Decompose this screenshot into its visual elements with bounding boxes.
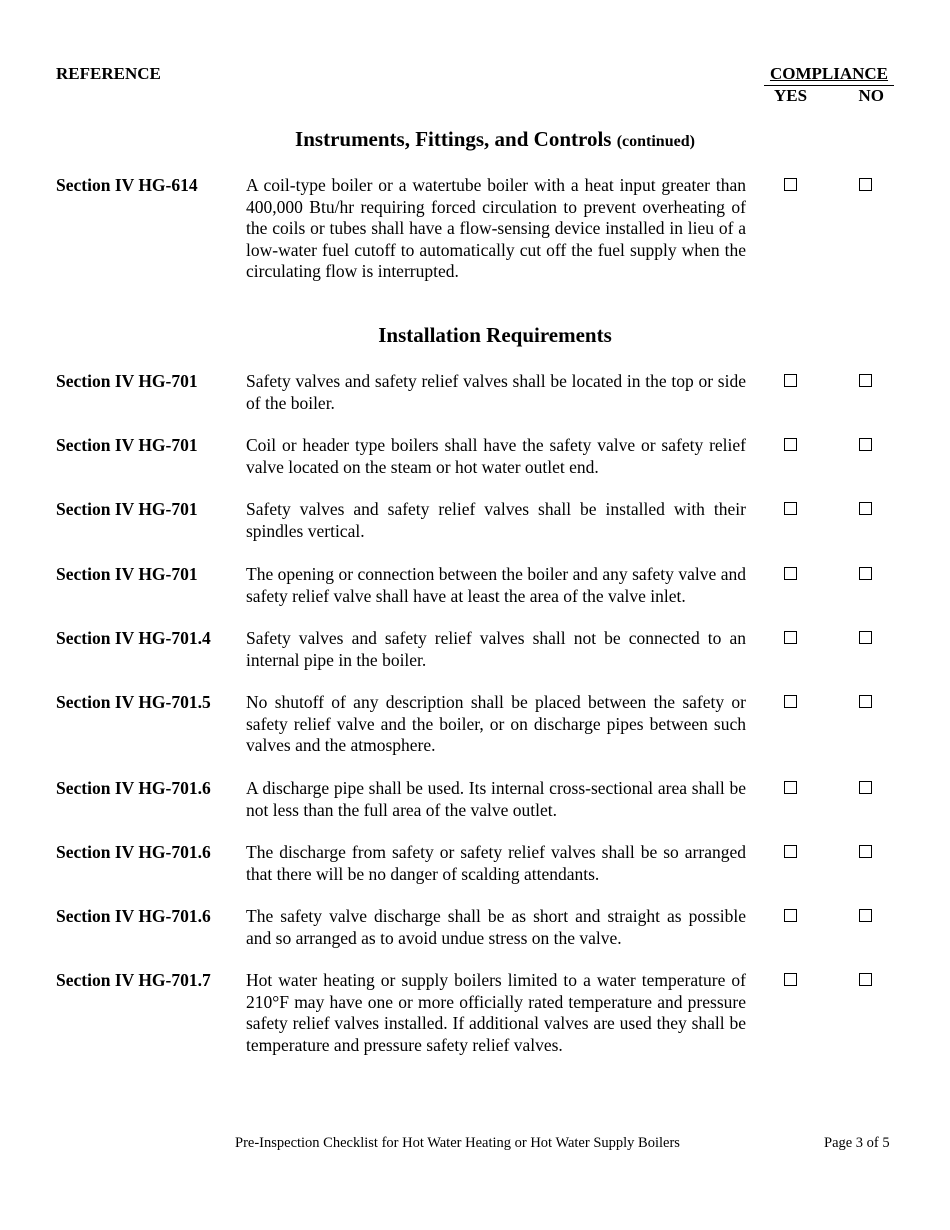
row-description: Safety valves and safety relief valves shall be installed with their spindles vertical. xyxy=(246,499,746,541)
no-checkbox[interactable] xyxy=(859,781,872,794)
section-title-instruments xyxy=(0,127,950,152)
yes-checkbox[interactable] xyxy=(784,178,797,191)
no-column-label: NO xyxy=(858,86,884,105)
yes-checkbox[interactable] xyxy=(784,374,797,387)
no-checkbox[interactable] xyxy=(859,502,872,515)
yes-checkbox[interactable] xyxy=(784,438,797,451)
row-reference: Section IV HG-701 xyxy=(56,435,198,455)
yes-checkbox[interactable] xyxy=(784,909,797,922)
row-reference: Section IV HG-701.6 xyxy=(56,778,211,798)
no-checkbox[interactable] xyxy=(859,178,872,191)
yes-checkbox[interactable] xyxy=(784,502,797,515)
row-reference: Section IV HG-701.6 xyxy=(56,906,211,926)
no-checkbox[interactable] xyxy=(859,695,872,708)
section-title-text: Instruments, Fittings, and Controls xyxy=(295,127,612,151)
no-checkbox[interactable] xyxy=(859,909,872,922)
section-title-installation xyxy=(0,323,950,348)
yes-checkbox[interactable] xyxy=(784,781,797,794)
row-description: No shutoff of any description shall be placed between the safety or safety relief valve and the boiler, or on discharge pipes between such valves and the atmosphere. xyxy=(246,692,746,755)
yes-column-label: YES xyxy=(774,86,808,105)
yes-checkbox[interactable] xyxy=(784,631,797,644)
no-checkbox[interactable] xyxy=(859,973,872,986)
no-checkbox[interactable] xyxy=(859,567,872,580)
row-reference: Section IV HG-701 xyxy=(56,499,198,519)
no-checkbox[interactable] xyxy=(859,374,872,387)
row-reference: Section IV HG-701.4 xyxy=(56,628,211,648)
no-checkbox[interactable] xyxy=(859,845,872,858)
row-description: Hot water heating or supply boilers limited to a water temperature of 210°F may have one or more officially rated temperature and pressure safety relief valves installed. If additional valves are used they shall be temperature and pressure safety relief valves. xyxy=(246,970,746,1055)
footer-title: Pre-Inspection Checklist for Hot Water Heating or Hot Water Supply Boilers xyxy=(235,1135,680,1151)
page-number: Page 3 of 5 xyxy=(824,1135,890,1151)
yes-checkbox[interactable] xyxy=(784,567,797,580)
section-title-suffix: (continued) xyxy=(616,133,695,150)
row-reference: Section IV HG-701.5 xyxy=(56,692,211,712)
row-description: The discharge from safety or safety relief valves shall be so arranged that there will be no danger of scalding attendants. xyxy=(246,842,746,884)
row-reference: Section IV HG-701 xyxy=(56,371,198,391)
no-checkbox[interactable] xyxy=(859,438,872,451)
row-description: The opening or connection between the boiler and any safety valve and safety relief valve shall have at least the area of the valve inlet. xyxy=(246,564,746,606)
row-reference: Section IV HG-701 xyxy=(56,564,198,584)
yes-checkbox[interactable] xyxy=(784,973,797,986)
row-description: Safety valves and safety relief valves shall not be connected to an internal pipe in the boiler. xyxy=(246,628,746,670)
row-reference: Section IV HG-614 xyxy=(56,175,198,195)
reference-header: REFERENCE xyxy=(56,64,161,83)
yes-checkbox[interactable] xyxy=(784,845,797,858)
section-title-text: Installation Requirements xyxy=(378,323,612,347)
no-checkbox[interactable] xyxy=(859,631,872,644)
row-description: Coil or header type boilers shall have the safety valve or safety relief valve located on the steam or hot water outlet end. xyxy=(246,435,746,477)
row-description: A discharge pipe shall be used. Its internal cross-sectional area shall be not less than the full area of the valve outlet. xyxy=(246,778,746,820)
row-reference: Section IV HG-701.7 xyxy=(56,970,211,990)
yes-checkbox[interactable] xyxy=(784,695,797,708)
compliance-title: COMPLIANCE xyxy=(769,64,889,83)
row-reference: Section IV HG-701.6 xyxy=(56,842,211,862)
compliance-header xyxy=(764,64,894,106)
row-description: A coil-type boiler or a watertube boiler with a heat input greater than 400,000 Btu/hr requiring forced circulation to prevent overheating of the coils or tubes shall have a flow-sensing device installed in lieu of a low-water fuel cutoff to automatically cut off the fuel supply when the circulating flow is interrupted. xyxy=(246,175,746,281)
row-description: The safety valve discharge shall be as short and straight as possible and so arranged as to avoid undue stress on the valve. xyxy=(246,906,746,948)
row-description: Safety valves and safety relief valves shall be located in the top or side of the boiler. xyxy=(246,371,746,413)
